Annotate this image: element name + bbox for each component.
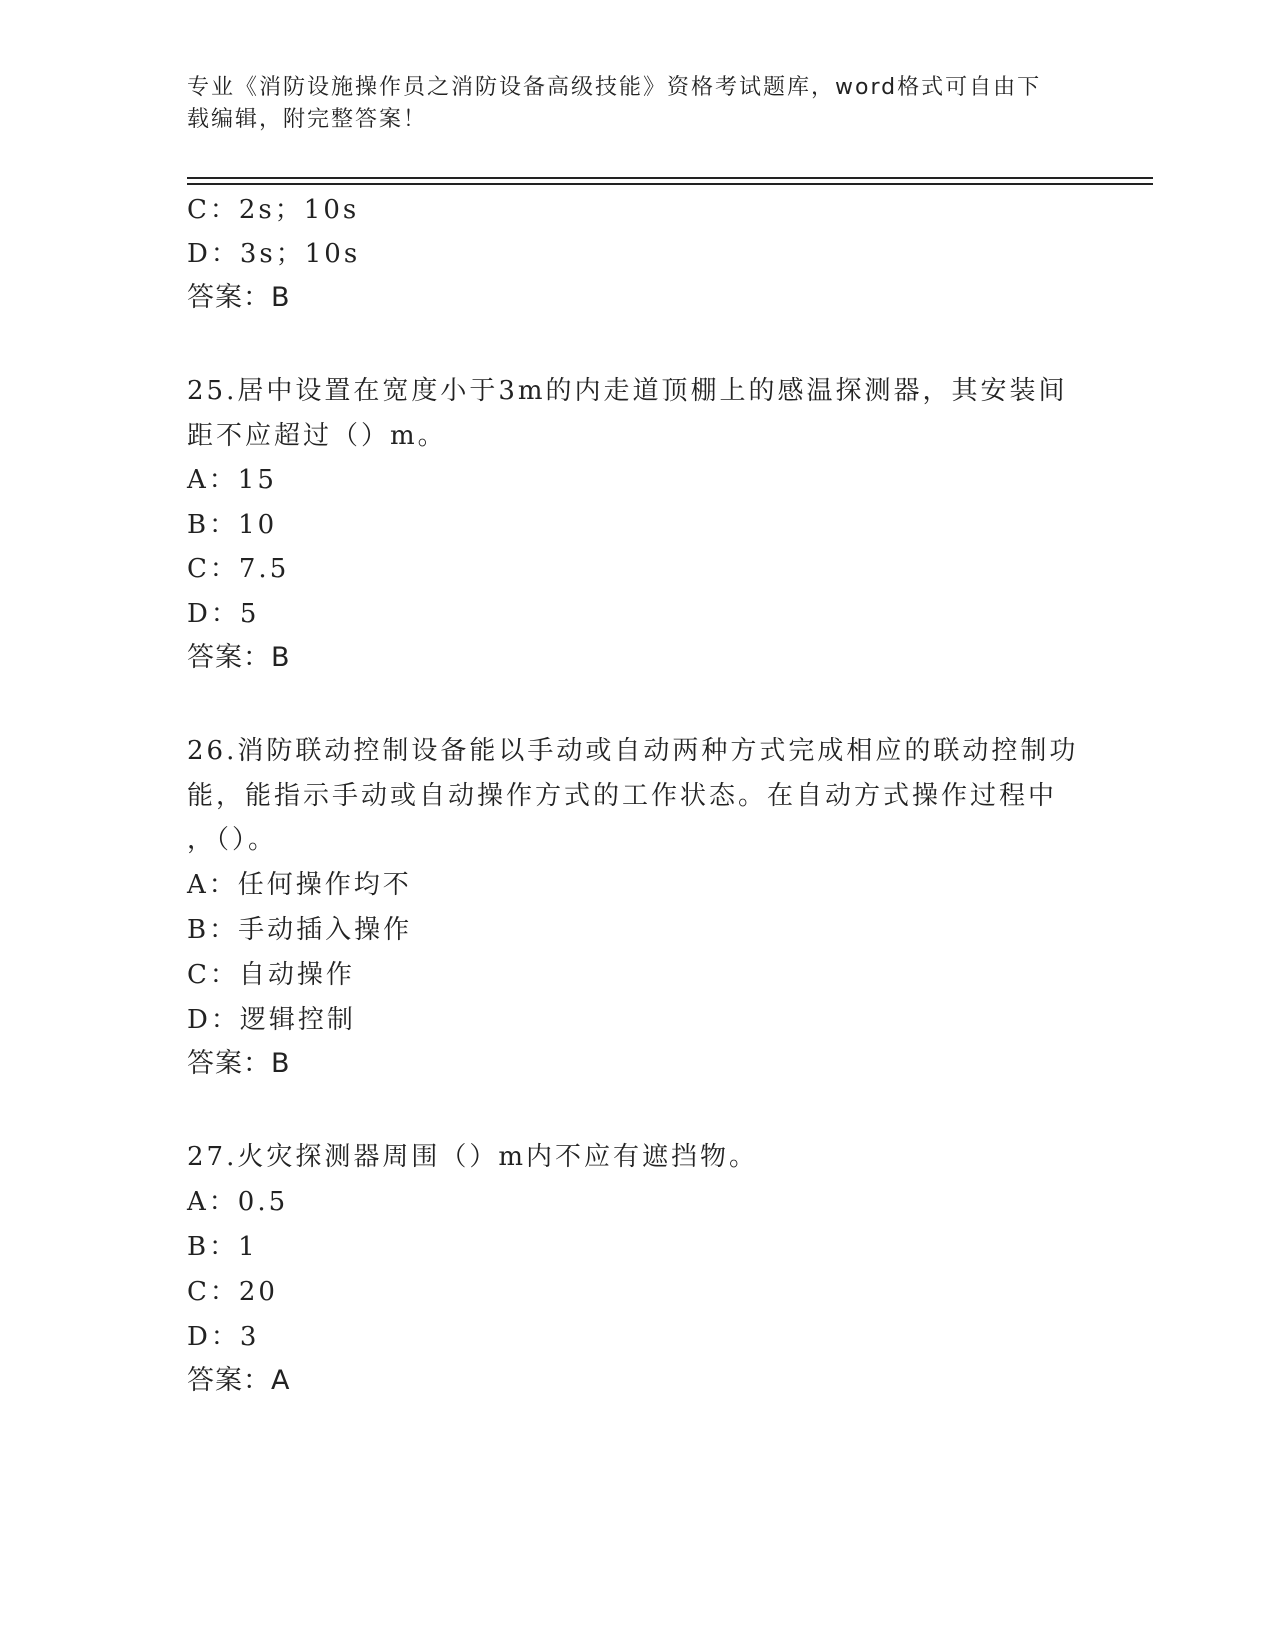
q27-answer: 答案：A: [187, 1365, 291, 1396]
document-header: [187, 72, 1087, 136]
q25-answer: 答案：B: [187, 642, 291, 673]
q25-stem-line-1: 25.居中设置在宽度小于3m的内走道顶棚上的感温探测器，其安装间: [187, 376, 1068, 406]
q26-option-a: A：任何操作均不: [187, 870, 412, 900]
header-divider-top: [187, 177, 1153, 179]
q27-stem-line-1: 27.火灾探测器周围（）m内不应有遮挡物。: [187, 1142, 759, 1172]
q27-option-a: A：0.5: [187, 1187, 289, 1217]
q26-answer: 答案：B: [187, 1048, 291, 1079]
prev-option-c: C：2s；10s: [187, 195, 360, 225]
q27-option-d: D：3: [187, 1322, 260, 1352]
header-divider-bottom: [187, 183, 1153, 185]
q25-option-a: A：15: [187, 465, 277, 495]
prev-option-d: D：3s；10s: [187, 239, 361, 269]
header-line-2: 载编辑，附完整答案！: [187, 107, 428, 132]
header-line-1: 专业《消防设施操作员之消防设备高级技能》资格考试题库，word格式可自由下: [187, 75, 1042, 100]
q26-stem-line-1: 26.消防联动控制设备能以手动或自动两种方式完成相应的联动控制功: [187, 736, 1079, 766]
q25-option-d: D：5: [187, 599, 260, 629]
q26-option-d: D：逻辑控制: [187, 1005, 356, 1035]
q25-option-b: B：10: [187, 510, 278, 540]
q25-stem-line-2: 距不应超过（）m。: [187, 421, 447, 451]
q26-stem-line-3: ，（）。: [187, 825, 278, 855]
q27-option-c: C：20: [187, 1277, 278, 1307]
prev-answer: 答案：B: [187, 282, 291, 313]
q26-option-b: B：手动插入操作: [187, 915, 413, 945]
q26-stem-line-2: 能，能指示手动或自动操作方式的工作状态。在自动方式操作过程中: [187, 781, 1058, 811]
q25-option-c: C：7.5: [187, 554, 290, 584]
q27-option-b: B：1: [187, 1232, 258, 1262]
q26-option-c: C：自动操作: [187, 960, 355, 990]
